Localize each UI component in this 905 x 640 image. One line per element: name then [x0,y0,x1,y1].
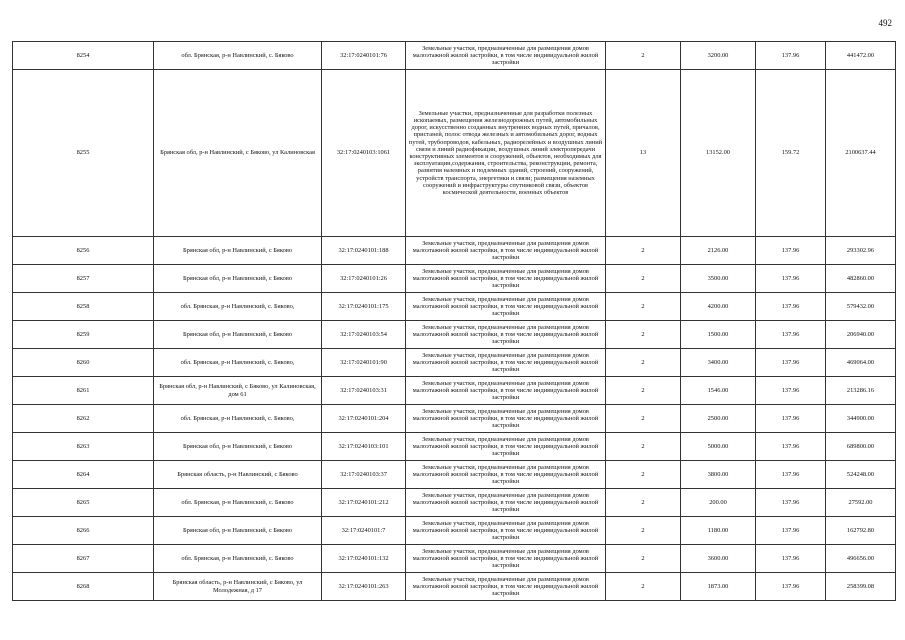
row-number: 8260 [13,349,154,377]
table-row [13,517,896,545]
area-cell: 3200.00 [681,42,756,70]
row-number: 8263 [13,433,154,461]
use-code-cell: 2 [606,545,681,573]
row-number: 8259 [13,321,154,349]
area-cell: 4200.00 [681,293,756,321]
land-use-cell: Земельные участки, предназначенные для размещения домов малоэтажной жилой застройки, в том числе индивидуальной жилой застройки [406,321,606,349]
address-cell: обл. Брянская, р-н Навлинский, с. Бяково [154,489,322,517]
table-row [13,377,896,405]
use-code-cell: 2 [606,377,681,405]
area-cell: 3500.00 [681,265,756,293]
cadastral-value-cell: 206940.00 [826,321,896,349]
table-row [13,265,896,293]
rate-cell: 137.96 [756,545,826,573]
use-code-cell: 2 [606,405,681,433]
table-row [13,321,896,349]
area-cell: 2500.00 [681,405,756,433]
rate-cell: 137.96 [756,293,826,321]
land-use-cell: Земельные участки, предназначенные для размещения домов малоэтажной жилой застройки, в том числе индивидуальной жилой застройки [406,433,606,461]
land-use-cell: Земельные участки, предназначенные для размещения домов малоэтажной жилой застройки, в том числе индивидуальной жилой застройки [406,489,606,517]
address-cell: обл. Брянская, р-н Навлинский, с. Бяково, [154,293,322,321]
address-cell: Брянская область, р-н Навлинский, с Бяково [154,461,322,489]
address-cell: Брянская обл, р-н Навлинский, с Бяково [154,433,322,461]
land-use-cell: Земельные участки, предназначенные для размещения домов малоэтажной жилой застройки, в том числе индивидуальной жилой застройки [406,237,606,265]
cadastral-value-cell: 524248.00 [826,461,896,489]
rate-cell: 159.72 [756,70,826,237]
rate-cell: 137.96 [756,377,826,405]
address-cell: обл. Брянская, р-н Навлинский, с. Бяково, [154,349,322,377]
address-cell: Брянская обл, р-н Навлинский, с Бяково [154,237,322,265]
cadastral-number-cell: 32:17:0240101:7 [322,517,406,545]
land-use-cell: Земельные участки, предназначенные для размещения домов малоэтажной жилой застройки, в том числе индивидуальной жилой застройки [406,517,606,545]
area-cell: 3600.00 [681,545,756,573]
land-use-cell: Земельные участки, предназначенные для размещения домов малоэтажной жилой застройки, в том числе индивидуальной жилой застройки [406,293,606,321]
cadastral-number-cell: 32:17:0240101:26 [322,265,406,293]
area-cell: 1873.00 [681,573,756,601]
cadastral-number-cell: 32:17:0240101:90 [322,349,406,377]
rate-cell: 137.96 [756,433,826,461]
row-number: 8261 [13,377,154,405]
row-number: 8254 [13,42,154,70]
cadastral-number-cell: 32:17:0240103:1061 [322,70,406,237]
land-use-cell: Земельные участки, предназначенные для размещения домов малоэтажной жилой застройки, в том числе индивидуальной жилой застройки [406,405,606,433]
cadastral-number-cell: 32:17:0240101:204 [322,405,406,433]
table-row [13,405,896,433]
area-cell: 13152.00 [681,70,756,237]
cadastral-value-cell: 496656.00 [826,545,896,573]
area-cell: 5000.00 [681,433,756,461]
use-code-cell: 2 [606,489,681,517]
cadastral-value-cell: 344900.00 [826,405,896,433]
cadastral-number-cell: 32:17:0240101:175 [322,293,406,321]
cadastral-registry-table [12,41,896,601]
use-code-cell: 2 [606,349,681,377]
area-cell: 1500.00 [681,321,756,349]
cadastral-number-cell: 32:17:0240101:263 [322,573,406,601]
table-row [13,293,896,321]
rate-cell: 137.96 [756,573,826,601]
table-row [13,237,896,265]
area-cell: 1546.00 [681,377,756,405]
table-row [13,489,896,517]
table-row [13,70,896,237]
use-code-cell: 13 [606,70,681,237]
cadastral-number-cell: 32:17:0240103:37 [322,461,406,489]
address-cell: Брянская обл, р-н Навлинский, с Бяково, ул Калиновская [154,70,322,237]
address-cell: обл. Брянская, р-н Навлинский, с. Бяково [154,545,322,573]
table-row [13,573,896,601]
cadastral-number-cell: 32:17:0240103:54 [322,321,406,349]
area-cell: 3800.00 [681,461,756,489]
cadastral-value-cell: 162792.80 [826,517,896,545]
page-number: 492 [878,18,892,28]
row-number: 8268 [13,573,154,601]
land-use-cell: Земельные участки, предназначенные для размещения домов малоэтажной жилой застройки, в том числе индивидуальной жилой застройки [406,377,606,405]
table-row [13,42,896,70]
row-number: 8256 [13,237,154,265]
row-number: 8264 [13,461,154,489]
use-code-cell: 2 [606,573,681,601]
cadastral-value-cell: 689800.00 [826,433,896,461]
cadastral-value-cell: 579432.00 [826,293,896,321]
land-use-cell: Земельные участки, предназначенные для размещения домов малоэтажной жилой застройки, в том числе индивидуальной жилой застройки [406,42,606,70]
cadastral-number-cell: 32:17:0240101:132 [322,545,406,573]
address-cell: Брянская обл, р-н Навлинский, с Бяково [154,517,322,545]
rate-cell: 137.96 [756,42,826,70]
use-code-cell: 2 [606,321,681,349]
rate-cell: 137.96 [756,489,826,517]
address-cell: Брянская обл, р-н Навлинский, с Бяково [154,265,322,293]
cadastral-number-cell: 32:17:0240103:101 [322,433,406,461]
land-use-cell: Земельные участки, предназначенные для размещения домов малоэтажной жилой застройки, в том числе индивидуальной жилой застройки [406,349,606,377]
cadastral-value-cell: 258399.08 [826,573,896,601]
address-cell: Брянская область, р-н Навлинский, с Бяково, ул Молодежная, д 17 [154,573,322,601]
table-row [13,349,896,377]
address-cell: Брянская обл, р-н Навлинский, с Бяково [154,321,322,349]
row-number: 8255 [13,70,154,237]
land-use-cell: Земельные участки, предназначенные для размещения домов малоэтажной жилой застройки, в том числе индивидуальной жилой застройки [406,545,606,573]
use-code-cell: 2 [606,433,681,461]
rate-cell: 137.96 [756,517,826,545]
cadastral-number-cell: 32:17:0240101:212 [322,489,406,517]
cadastral-number-cell: 32:17:0240101:188 [322,237,406,265]
rate-cell: 137.96 [756,265,826,293]
cadastral-value-cell: 2100637.44 [826,70,896,237]
rate-cell: 137.96 [756,349,826,377]
address-cell: обл. Брянская, р-н Навлинский, с. Бяково, [154,405,322,433]
address-cell: Брянская обл, р-н Навлинский, с Бяково, ул Калиновская, дом 61 [154,377,322,405]
cadastral-value-cell: 441472.00 [826,42,896,70]
use-code-cell: 2 [606,265,681,293]
cadastral-number-cell: 32:17:0240103:31 [322,377,406,405]
rate-cell: 137.96 [756,405,826,433]
rate-cell: 137.96 [756,461,826,489]
land-use-cell: Земельные участки, предназначенные для размещения домов малоэтажной жилой застройки, в том числе индивидуальной жилой застройки [406,461,606,489]
rate-cell: 137.96 [756,237,826,265]
area-cell: 200.00 [681,489,756,517]
rate-cell: 137.96 [756,321,826,349]
cadastral-value-cell: 482860.00 [826,265,896,293]
area-cell: 3400.00 [681,349,756,377]
use-code-cell: 2 [606,461,681,489]
table-row [13,545,896,573]
use-code-cell: 2 [606,237,681,265]
row-number: 8267 [13,545,154,573]
use-code-cell: 2 [606,293,681,321]
address-cell: обл. Брянская, р-н Навлинский, с. Бяково [154,42,322,70]
land-use-cell: Земельные участки, предназначенные для размещения домов малоэтажной жилой застройки, в том числе индивидуальной жилой застройки [406,573,606,601]
use-code-cell: 2 [606,517,681,545]
row-number: 8265 [13,489,154,517]
row-number: 8257 [13,265,154,293]
cadastral-value-cell: 469064.00 [826,349,896,377]
area-cell: 1180.00 [681,517,756,545]
row-number: 8262 [13,405,154,433]
row-number: 8258 [13,293,154,321]
land-use-cell: Земельные участки, предназначенные для разработки полезных ископаемых, размещения железнодорожных путей, автомобильных дорог, искусственно созданных внутренних водных путей, причалов, пристаней, полос отвода железных и автомобильных дорог, водных путей, трубопроводов, кабельных, радиорелейных и воздушных линий связи и линий радиофикации, воздушных линий электропередачи конструктивных элементов и сооружений, объектов, необходимых для эксплуатации,содержания, строительства, реконструкции, ремонта, развития наземных и подземных зданий, строений, сооружений, устройств транспорта, энергетики и связи; размещения наземных сооружений и инфраструктуры спутниковой связи, объектов космической деятельности, военных объектов [406,70,606,237]
area-cell: 2126.00 [681,237,756,265]
row-number: 8266 [13,517,154,545]
cadastral-value-cell: 27592.00 [826,489,896,517]
land-use-cell: Земельные участки, предназначенные для размещения домов малоэтажной жилой застройки, в том числе индивидуальной жилой застройки [406,265,606,293]
cadastral-value-cell: 293302.96 [826,237,896,265]
cadastral-value-cell: 213286.16 [826,377,896,405]
table-row [13,461,896,489]
table-row [13,433,896,461]
cadastral-number-cell: 32:17:0240101:76 [322,42,406,70]
use-code-cell: 2 [606,42,681,70]
